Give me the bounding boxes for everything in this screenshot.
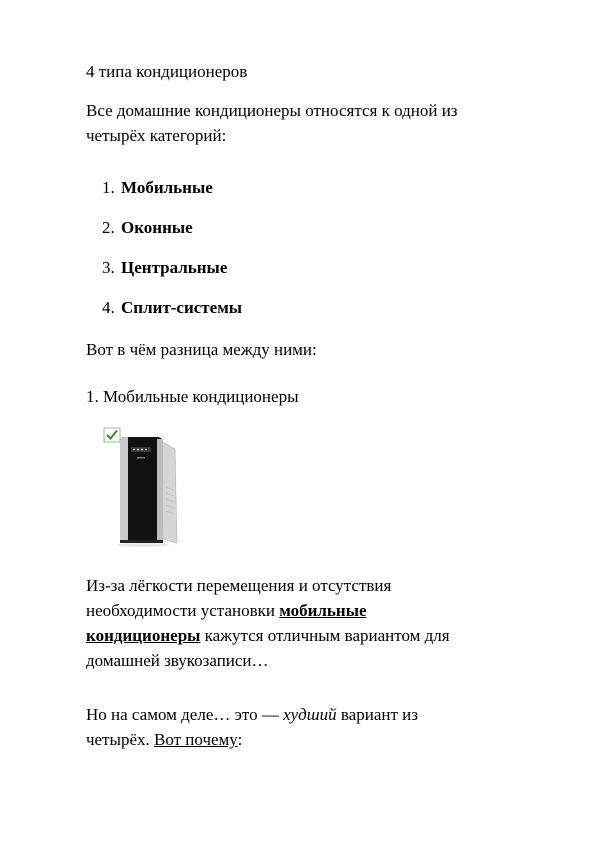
list-item-label: Сплит-системы [121,298,243,317]
paragraph-text: четырёх. [86,730,154,749]
paragraph-line: домашней звукозаписи… [86,651,269,670]
list-item-label: Центральные [121,258,228,277]
intro-line-1: Все домашние кондиционеры относятся к одной из [86,101,458,120]
paragraph-text: кажутся отличным вариантом для [200,626,450,645]
paragraph-text: : [237,730,243,749]
mobile-description-paragraph [86,573,450,673]
list-item-number: 2. [102,218,115,237]
mobile-heading: 1. Мобильные кондиционеры [86,387,299,406]
document-title: 4 типа кондиционеров [86,62,248,81]
list-item [102,215,242,255]
list-item-number: 4. [102,298,115,317]
paragraph-line [86,598,450,623]
list-item-number: 3. [102,258,115,277]
checkmark-badge-icon [104,428,120,442]
here-is-why-link[interactable]: Вот почему [154,730,238,749]
paragraph-text: необходимости установки [86,601,280,620]
intro-line-2: четырёх категорий: [86,126,227,145]
list-item [102,175,242,215]
paragraph-text: Но на самом деле… это — [86,705,284,724]
intro-paragraph [86,98,458,148]
portable-air-conditioner-image [103,427,189,557]
paragraph-text: вариант из [336,705,418,724]
list-item-label: Мобильные [121,178,213,197]
categories-list [102,175,242,335]
paragraph-line [86,702,418,727]
mobile-conditioners-link[interactable]: мобильные [279,601,367,620]
difference-text: Вот в чём разница между ними: [86,340,317,359]
list-item [102,255,242,295]
mobile-conditioners-link[interactable]: кондиционеры [86,626,201,645]
worst-option-paragraph [86,702,418,752]
list-item-number: 1. [102,178,115,197]
list-item-label: Оконные [121,218,193,237]
paragraph-line [86,623,450,648]
paragraph-line: Из-за лёгкости перемещения и отсутствия [86,576,392,595]
list-item [102,295,242,335]
emphasis-text: худший [283,705,337,724]
paragraph-line [86,727,418,752]
